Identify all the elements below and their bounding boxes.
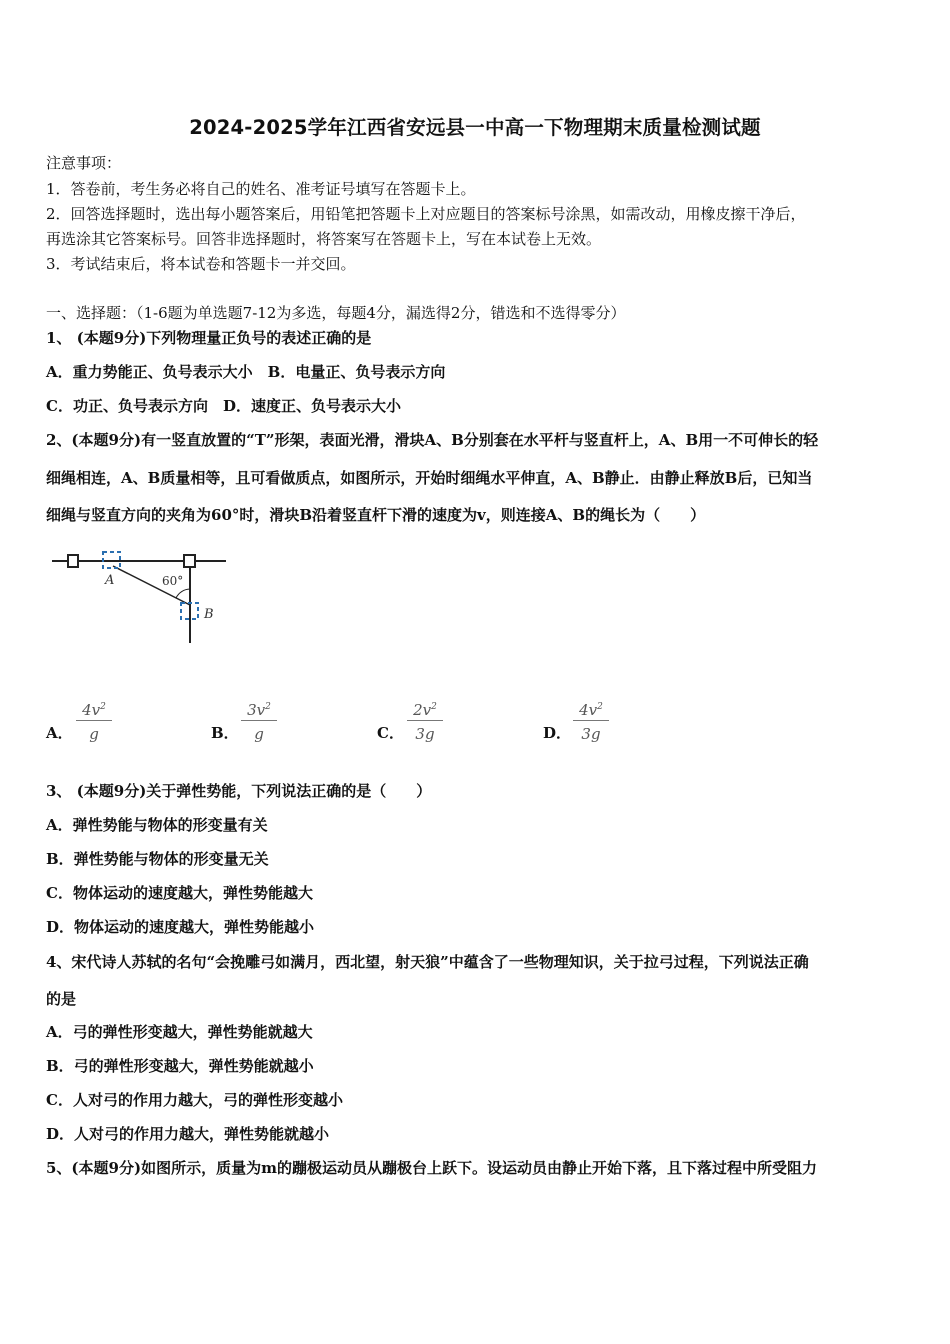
- option-label: C．: [377, 724, 404, 742]
- rod-joint-block: [184, 555, 195, 567]
- fraction: $4v^2$ 3g: [573, 696, 609, 745]
- question-2-stem: 细绳与竖直方向的夹角为60°时，滑块B沿着竖直杆下滑的速度为v，则连接A、B的绳长为（ ）: [46, 506, 706, 524]
- question-4-stem: 的是: [46, 990, 77, 1008]
- question-4-option: D．人对弓的作用力越大，弹性势能就越小: [46, 1125, 330, 1143]
- question-5-stem: 5、(本题9分)如图所示，质量为m的蹦极运动员从蹦极台上跃下。设运动员由静止开始下落，且下落过程中所受阻力: [46, 1159, 817, 1177]
- question-3-option: D．物体运动的速度越大，弹性势能越小: [46, 918, 315, 936]
- page-title: 2024-2025学年江西省安远县一中高一下物理期末质量检测试题: [189, 116, 761, 139]
- angle-label: 60°: [162, 574, 184, 588]
- question-2-stem: 2、(本题9分)有一竖直放置的“T”形架，表面光滑，滑块A、B分别套在水平杆与竖直杆上，A、B用一不可伸长的轻: [46, 431, 819, 449]
- notice-item: 2．回答选择题时，选出每小题答案后，用铅笔把答题卡上对应题目的答案标号涂黑，如需改动，用橡皮擦干净后，: [46, 205, 806, 223]
- question-2-stem: 细绳相连，A、B质量相等，且可看做质点，如图所示，开始时细绳水平伸直，A、B静止．由静止释放B后，已知当: [46, 469, 813, 487]
- notice-item: 1．答卷前，考生务必将自己的姓名、准考证号填写在答题卡上。: [46, 180, 476, 198]
- notice-heading: 注意事项：: [46, 154, 122, 172]
- notice-item: 再选涂其它答案标号。回答非选择题时，将答案写在答题卡上，写在本试卷上无效。: [46, 230, 602, 248]
- question-3-option: B．弹性势能与物体的形变量无关: [46, 850, 269, 868]
- section-heading: 一、选择题：（1-6题为单选题7-12为多选，每题4分，漏选得2分，错选和不选得零分）: [46, 304, 626, 322]
- label-a: A: [105, 573, 115, 588]
- question-1-options-row: A．重力势能正、负号表示大小 B．电量正、负号表示方向: [46, 363, 446, 381]
- question-4-option: C．人对弓的作用力越大，弓的弹性形变越小: [46, 1091, 343, 1109]
- option-label: B．: [211, 724, 239, 742]
- label-b: B: [204, 607, 214, 622]
- question-4-option: B．弓的弹性形变越大，弹性势能就越小: [46, 1057, 314, 1075]
- option-label: A．: [46, 724, 73, 742]
- rod-end-block: [68, 555, 78, 567]
- question-3-stem: 3、 (本题9分)关于弹性势能，下列说法正确的是（ ）: [46, 782, 432, 800]
- notice-item: 3．考试结束后，将本试卷和答题卡一并交回。: [46, 255, 356, 273]
- fraction: $2v^2$ 3g: [407, 696, 443, 745]
- t-frame-figure: [50, 545, 240, 655]
- question-4-stem: 4、宋代诗人苏轼的名句“会挽雕弓如满月，西北望，射天狼”中蕴含了一些物理知识，关于拉弓过程，下列说法正确: [46, 953, 809, 971]
- question-3-option: A．弹性势能与物体的形变量有关: [46, 816, 268, 834]
- angle-arc: [176, 589, 190, 598]
- question-3-option: C．物体运动的速度越大，弹性势能越大: [46, 884, 313, 902]
- fraction: $4v^2$ g: [76, 696, 112, 745]
- fraction: $3v^2$ g: [241, 696, 277, 745]
- option-label: D．: [543, 724, 572, 742]
- question-1-stem: 1、 (本题9分)下列物理量正负号的表述正确的是: [46, 329, 372, 347]
- question-4-option: A．弓的弹性形变越大，弹性势能就越大: [46, 1023, 313, 1041]
- question-1-options-row: C．功正、负号表示方向 D．速度正、负号表示大小: [46, 397, 401, 415]
